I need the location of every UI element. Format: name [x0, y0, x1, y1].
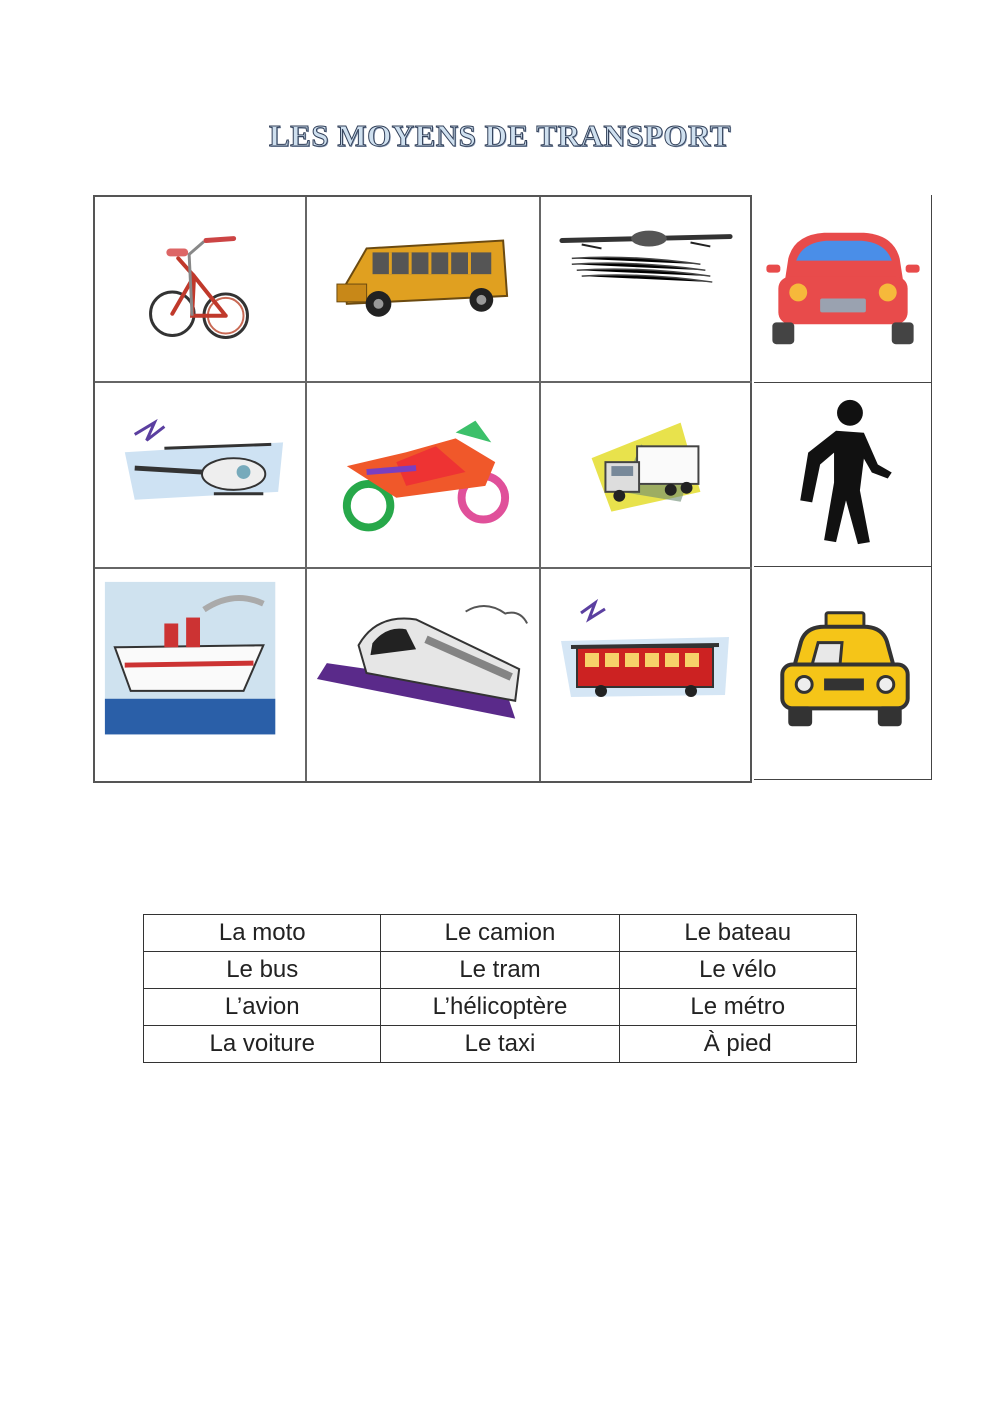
- table-cell: La voiture: [144, 1026, 381, 1063]
- side-cell: [754, 195, 932, 383]
- table-cell: Le taxi: [381, 1026, 619, 1063]
- table-cell: Le bus: [144, 952, 381, 989]
- picture-cell: [541, 197, 752, 383]
- picture-cell: [95, 197, 307, 383]
- table-cell: Le bateau: [619, 915, 856, 952]
- side-column: [754, 195, 932, 780]
- table-cell: Le tram: [381, 952, 619, 989]
- table-cell: L’avion: [144, 989, 381, 1026]
- table-cell: Le vélo: [619, 952, 856, 989]
- truck-icon: [541, 383, 752, 567]
- table-row: [144, 915, 857, 952]
- word-bank-table: [143, 914, 857, 1063]
- table-cell: L’hélicoptère: [381, 989, 619, 1026]
- table-row: [144, 989, 857, 1026]
- page-title: LES MOYENS DE TRANSPORT: [268, 118, 731, 153]
- picture-cell: [95, 383, 307, 569]
- school-bus-icon: [307, 197, 539, 381]
- table-cell: Le métro: [619, 989, 856, 1026]
- picture-cell: [307, 383, 541, 569]
- tram-icon: [541, 569, 752, 781]
- table-cell: La moto: [144, 915, 381, 952]
- picture-cell: [541, 383, 752, 569]
- picture-grid: [93, 195, 752, 783]
- taxi-icon: [754, 567, 932, 779]
- table-cell: À pied: [619, 1026, 856, 1063]
- side-cell: [754, 383, 932, 567]
- ship-icon: [95, 569, 305, 781]
- picture-cell: [307, 197, 541, 383]
- table-cell: Le camion: [381, 915, 619, 952]
- bicycle-icon: [95, 197, 305, 381]
- pedestrian-icon: [754, 383, 932, 566]
- helicopter-icon: [95, 383, 305, 567]
- motorcycle-icon: [307, 383, 539, 567]
- picture-cell: [541, 569, 752, 781]
- train-icon: [307, 569, 539, 781]
- table-row: [144, 1026, 857, 1063]
- side-cell: [754, 567, 932, 780]
- picture-cell: [307, 569, 541, 781]
- picture-cell: [95, 569, 307, 781]
- airplane-icon: [541, 197, 752, 381]
- car-icon: [754, 195, 932, 382]
- table-row: [144, 952, 857, 989]
